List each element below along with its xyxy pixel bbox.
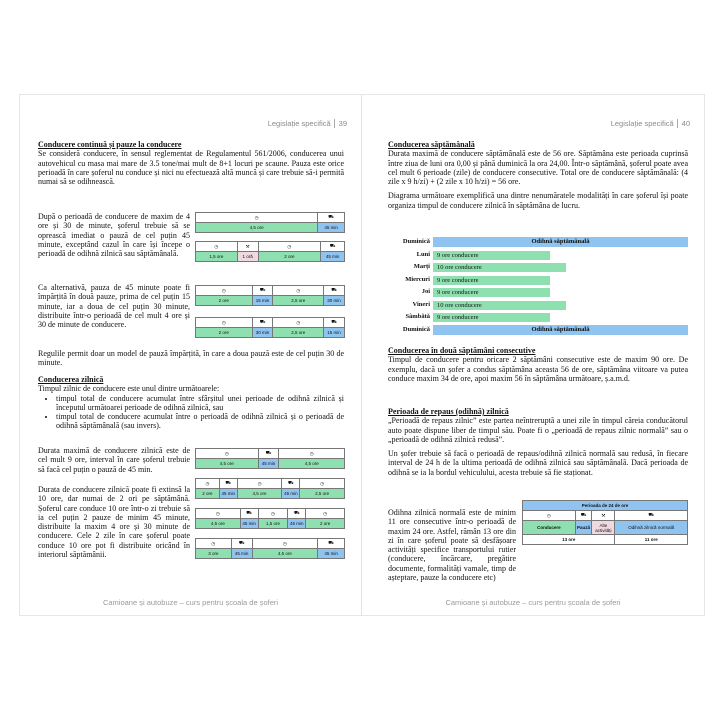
clock-icon: ◷: [196, 449, 259, 459]
rest-sub-11h: 11 ore: [615, 535, 688, 545]
heading-daily-driving: Conducerea zilnică: [38, 375, 104, 384]
break-segment: 15 min: [252, 296, 273, 306]
paragraph: Odihna zilnică normală este de minim 11 ore consecutive într-o perioadă de maxim 24 ore. Astfel, rămân 13 ore din zi în care șoferul poate să desfășoare activități specifice transportului rutier (conducere, încărcare, pregătire documente, formalități vamale, timp de așteptare, pauze la conducere etc): [388, 508, 516, 583]
break-segment: 45 min: [321, 252, 345, 262]
left-header: [268, 119, 347, 128]
bed-icon: ⛟: [231, 539, 252, 549]
clock-icon: ◷: [196, 318, 253, 328]
weekday-label: Duminică: [402, 325, 430, 333]
bed-icon: ⛟: [324, 286, 345, 296]
tools-icon: ⚒: [592, 511, 615, 521]
diagram-continuous-2: [195, 241, 345, 262]
weekly-driving-diagram: [388, 236, 688, 336]
heading-two-weeks: Conducerea în două săptămâni consecutive: [388, 346, 536, 355]
drive-segment: 1,5 ore: [258, 519, 288, 529]
weekly-rest-bar: Odihnă săptămânală: [433, 325, 688, 335]
bed-icon: ⛟: [318, 539, 345, 549]
rest-col-rest: Odihnă zilnică normală: [615, 521, 688, 535]
clock-icon: ◷: [196, 539, 232, 549]
diagram-daily-3: [195, 508, 345, 529]
break-segment: 45 min: [219, 489, 237, 499]
break-segment: 30 min: [252, 328, 273, 338]
weekly-row: [388, 324, 688, 337]
left-page: [20, 95, 361, 615]
right-header: [611, 119, 690, 128]
clock-icon: ◷: [196, 213, 318, 223]
drive-segment: 2,5 ore: [273, 296, 324, 306]
diagram-continuous-1: [195, 212, 345, 233]
rest-diagram-title: Perioada de 24 de ore: [523, 501, 688, 511]
drive-segment: 3 ore: [196, 549, 232, 559]
paragraph: Regulile permit doar un model de pauză împărțită, în care a doua pauză este de cel puțin 30 de minute.: [38, 349, 344, 368]
drive-segment: 2 ore: [306, 519, 345, 529]
daily-rest-diagram: [522, 500, 688, 545]
drive-segment: 2 ore: [196, 489, 220, 499]
weekly-row: [388, 311, 688, 324]
drive-segment: 4,5 ore: [252, 549, 318, 559]
diagram-daily-4: [195, 538, 345, 559]
heading-weekly-driving: Conducerea săptămânală: [388, 140, 475, 149]
drive-segment: 2,5 ore: [300, 489, 345, 499]
driving-bar: 10 ore conducere: [433, 263, 566, 272]
right-page-number: 40: [677, 119, 690, 128]
paragraph: Se consideră conducere, în sensul reglementat de Regulamentul 561/2006, conducerea unui autovehicul cu masa mai mare de 3.5 tone/mai mult de 8+1 locuri pe scaune. Pauza este orice perioadă în care șoferul nu conduce și nici nu efectuează altă muncă și care trebuie să-i permită numai să se odihnească.: [38, 149, 344, 187]
rest-col-other: Alte activități: [592, 521, 615, 535]
weekly-row: [388, 286, 688, 299]
drive-segment: 2,5 ore: [273, 328, 324, 338]
break-segment: 45 min: [240, 519, 258, 529]
weekday-label: Joi: [421, 288, 430, 295]
list-item: • timpul total de conducere acumulat între sfârșitul unei perioade de odihnă zilnică și începutul următoarei perioade de odihnă zilnică, sau: [56, 394, 344, 413]
weekday-label: Marți: [413, 263, 430, 270]
bed-icon: ⛟: [252, 286, 273, 296]
break-segment: 30 min: [324, 296, 345, 306]
driving-bar: 9 ore conducere: [433, 251, 550, 260]
paragraph: Durata maximă de conducere săptămânală este de 56 ore. Săptămâna este perioada cuprinsă între ziua de luni ora 0,00 și până duminică la ora 24,00. Într-o săptămână, șoferul poate avea cel mult 6 perioade (zile) de conducere consecutive. Total ore de conducere săptămânală: (4 zile x 9 h/zi) + (2 zile x 10 h/zi) = 56 ore.: [388, 149, 688, 187]
drive-segment: 2 ore: [258, 252, 321, 262]
left-page-number: 39: [334, 119, 347, 128]
bed-icon: ⛟: [324, 318, 345, 328]
paragraph: Timpul zilnic de conducere este unul dintre următoarele:: [38, 384, 220, 394]
bed-icon: ⛟: [575, 511, 592, 521]
rest-col-break: Pauză: [575, 521, 592, 535]
clock-icon: ◷: [252, 539, 318, 549]
right-sec2: [388, 346, 688, 383]
driving-bar: 9 ore conducere: [433, 313, 550, 322]
weekly-row: [388, 236, 688, 249]
clock-icon: ◷: [258, 509, 288, 519]
drive-segment: 2 ore: [196, 328, 253, 338]
weekday-label: Miercuri: [405, 275, 430, 283]
right-page: [362, 95, 704, 615]
work-segment: 1 oră: [237, 252, 258, 262]
rest-sub-13h: 13 ore: [523, 535, 615, 545]
clock-icon: ◷: [196, 286, 253, 296]
left-sec1-intro: [38, 140, 344, 186]
break-segment: 45 min: [282, 489, 300, 499]
right-sec3: [388, 407, 688, 477]
left-header-title: Legislație specifică: [267, 119, 331, 128]
clock-icon: ◷: [258, 242, 321, 252]
book-spread: [20, 95, 704, 615]
driving-bar: 9 ore conducere: [433, 288, 550, 297]
clock-icon: ◷: [300, 479, 345, 489]
bed-icon: ⛟: [615, 511, 688, 521]
paragraph: Durata de conducere zilnică poate fi extinsă la 10 ore, dar numai de 2 ori pe săptămână. Șoferul care conduce 10 ore într-o zi trebuie să ia cel puțin 2 pauze de minim 45 minute, distribuite la maxim 4 ore și 30 minute de conducere. Cele 2 zile în care șoferul poate conduce 10 ore pot fi distribuite oricând în interiorul săptămânii.: [38, 485, 190, 560]
drive-segment: 1,5 ore: [196, 252, 238, 262]
break-segment: 45 min: [318, 223, 345, 233]
break-segment: 45 min: [288, 519, 306, 529]
drive-segment: 4,5 ore: [237, 489, 282, 499]
clock-icon: ◷: [196, 509, 241, 519]
break-segment: 45 min: [318, 549, 345, 559]
heading-continuous-driving: Conducere continuă și pauze la conducere: [38, 140, 182, 149]
paragraph: Diagrama următoare exemplifică una dintre nenumăratele modalități în care șoferul își poate organiza timpul de conducere zilnică în săptămâna de lucru.: [388, 191, 688, 210]
heading-daily-rest: Perioada de repaus (odihnă) zilnică: [388, 407, 509, 416]
break-segment: 45 min: [231, 549, 252, 559]
left-footer: Camioane și autobuze – curs pentru școala de șoferi: [102, 598, 279, 607]
clock-icon: ◷: [306, 509, 345, 519]
clock-icon: ◷: [279, 449, 345, 459]
diagram-split-break-2: [195, 317, 345, 338]
tools-icon: ⚒: [237, 242, 258, 252]
right-header-title: Legislație specifică: [610, 119, 674, 128]
break-segment: 15 min: [324, 328, 345, 338]
break-segment: 45 min: [258, 459, 279, 469]
clock-icon: ◷: [273, 286, 324, 296]
diagram-daily-2: [195, 478, 345, 499]
rest-col-driving: Conducere: [523, 521, 576, 535]
clock-icon: ◷: [196, 479, 220, 489]
weekly-row: [388, 274, 688, 287]
list-item: • timpul total de conducere acumulat între o perioadă de odihnă zilnică și o perioadă de odihnă săptămânală (sau invers).: [56, 412, 344, 431]
drive-segment: 4,5 ore: [196, 223, 318, 233]
bed-icon: ⛟: [321, 242, 345, 252]
weekday-label: Luni: [416, 250, 430, 258]
clock-icon: ◷: [196, 242, 238, 252]
weekly-row: [388, 299, 688, 312]
drive-segment: 4,5 ore: [196, 519, 241, 529]
clock-icon: ◷: [523, 511, 576, 521]
bed-icon: ⛟: [282, 479, 300, 489]
drive-segment: 4,5 ore: [279, 459, 345, 469]
clock-icon: ◷: [273, 318, 324, 328]
weekday-label: Vineri: [412, 300, 430, 308]
bed-icon: ⛟: [288, 509, 306, 519]
bed-icon: ⛟: [240, 509, 258, 519]
weekly-rest-bar: Odihnă săptămânală: [433, 237, 688, 247]
bed-icon: ⛟: [318, 213, 345, 223]
right-footer: Camioane și autobuze – curs pentru școala de șoferi: [445, 598, 621, 607]
diagram-split-break-1: [195, 285, 345, 306]
bullet-list: [38, 394, 344, 431]
clock-icon: ◷: [237, 479, 282, 489]
left-sec2-intro: [38, 375, 344, 431]
paragraph: Durata maximă de conducere zilnică este de cel mult 9 ore, interval în care șoferul trebuie să facă cel puțin o pauză de 45 min.: [38, 446, 190, 474]
paragraph: După o perioadă de conducere de maxim de 4 ore și 30 de minute, șoferul trebuie să se oprească imediat o pauză de cel puțin 45 minute, exceptând cazul în care își începe o perioadă de odihnă zilnică sau săptămânală.: [38, 212, 190, 259]
paragraph: Un șofer trebuie să facă o perioadă de repaus/odihnă zilnică normală sau redusă, în fiecare interval de 24 h de la ultima perioadă de odihnă zilnică sau săptămânală. Dacă perioada de odihnă se ia la bordul vehiculului, acesta trebuie să fie staționat.: [388, 449, 688, 477]
bed-icon: ⛟: [258, 449, 279, 459]
weekly-row: [388, 249, 688, 262]
weekly-row: [388, 261, 688, 274]
diagram-daily-1: [195, 448, 345, 469]
drive-segment: 2 ore: [196, 296, 253, 306]
weekday-label: Sâmbătă: [405, 313, 430, 320]
paragraph: Timpul de conducere pentru oricare 2 săptămâni consecutive este de maxim 90 ore. De exemplu, dacă un șofer a condus săptămâna aceasta 56 de ore, săptămâna viitoare va putea conduce maxim 34 de ore, apoi maxim 56 în săptămâna următoare, ș.a.m.d.: [388, 355, 688, 383]
bed-icon: ⛟: [252, 318, 273, 328]
paragraph: „Perioadă de repaus zilnic” este partea neîntreruptă a unei zile în timpul căreia conducătorul auto poate dispune liber de timpul său. Poate fi o „perioadă de repaus zilnic normală” sau o „perioadă de odihnă zilnică redusă”.: [388, 416, 688, 444]
driving-bar: 9 ore conducere: [433, 276, 550, 285]
drive-segment: 4,5 ore: [196, 459, 259, 469]
bed-icon: ⛟: [219, 479, 237, 489]
weekday-label: Duminică: [402, 238, 430, 245]
paragraph: Ca alternativă, pauza de 45 minute poate fi împărțită în două pauze, prima de cel puțin 15 minute, iar a doua de cel puțin 30 minute, distribuite într-o perioadă de cel mult 4 ore și 30 de minute de conducere.: [38, 283, 190, 330]
right-sec1: [388, 140, 688, 210]
driving-bar: 10 ore conducere: [433, 301, 566, 310]
